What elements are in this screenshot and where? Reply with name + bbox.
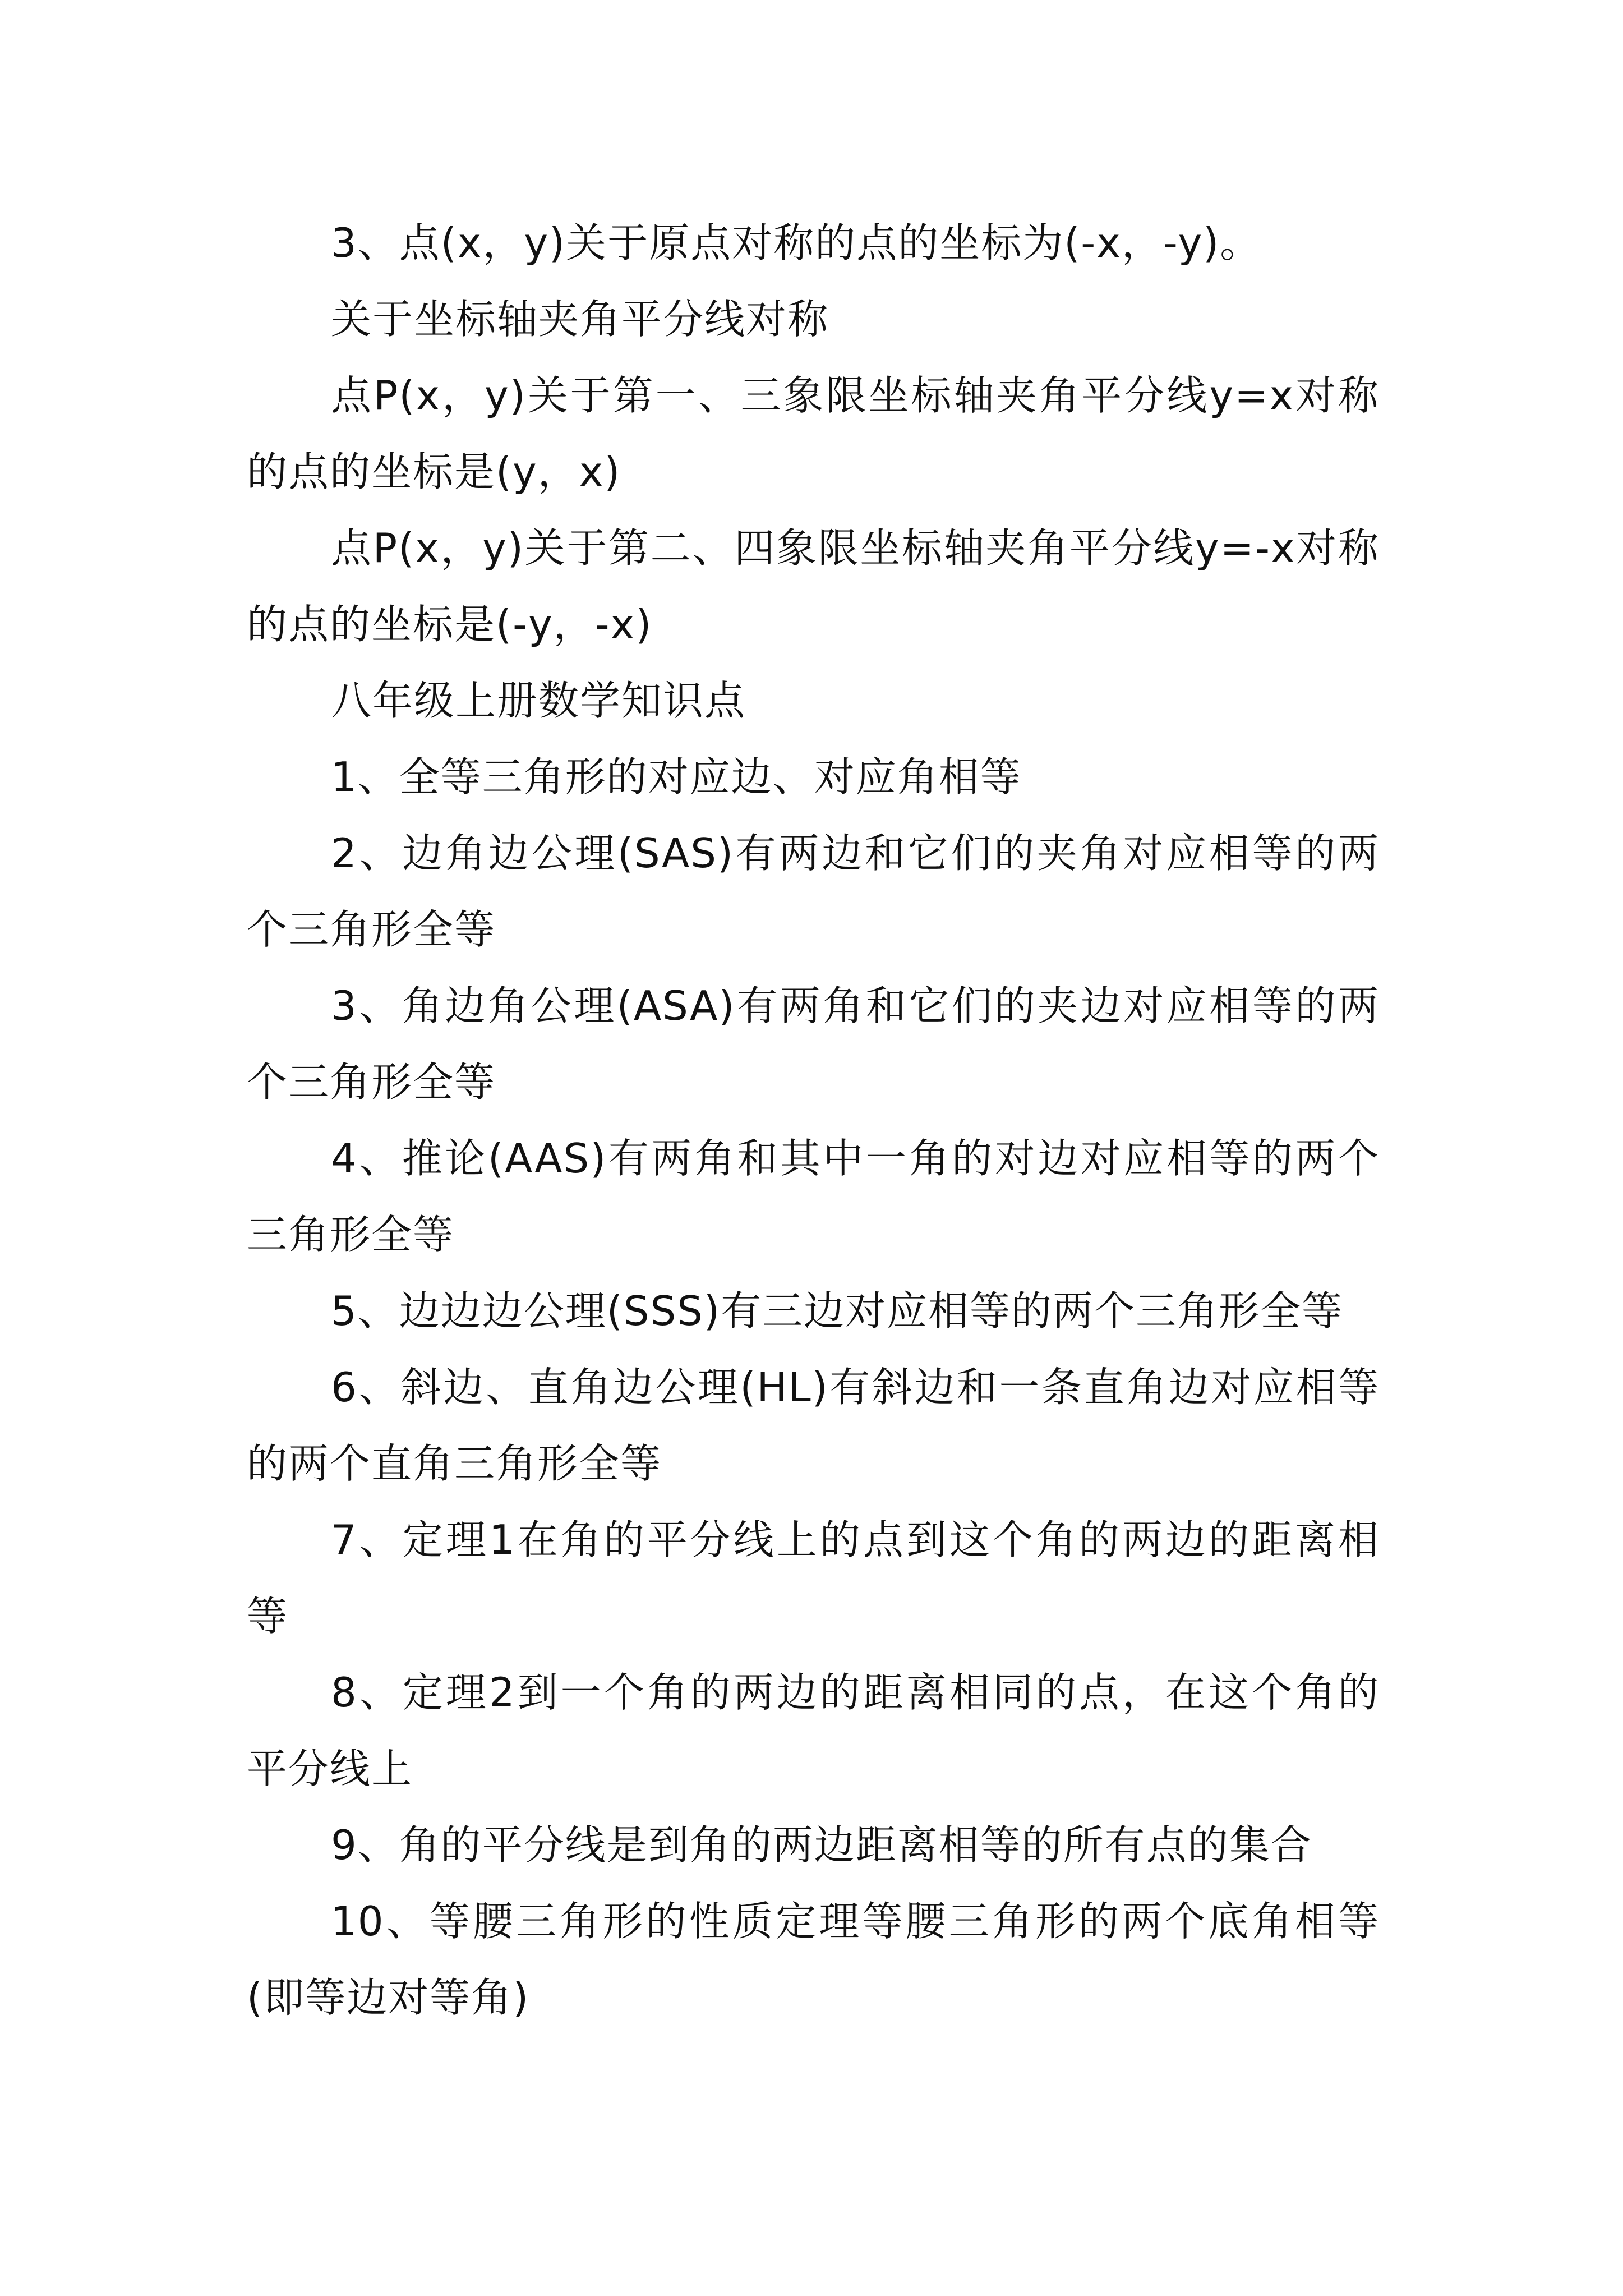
paragraph-item-4: 4、推论(AAS)有两角和其中一角的对边对应相等的两个三角形全等 [247,1135,1380,1258]
document-body [247,205,1380,2036]
paragraph-bisector-heading: 关于坐标轴夹角平分线对称 [331,296,829,343]
paragraph-bisector-y-equals-x: 点P(x，y)关于第一、三象限坐标轴夹角平分线y=x对称的点的坐标是(y，x) [247,372,1380,495]
paragraph-item-7: 7、定理1在角的平分线上的点到这个角的两边的距离相等 [247,1516,1380,1640]
paragraph-item-2: 2、边角边公理(SAS)有两边和它们的夹角对应相等的两个三角形全等 [247,830,1380,953]
paragraph-section-heading: 八年级上册数学知识点 [331,677,746,724]
paragraph-item-8: 8、定理2到一个角的两边的距离相同的点，在这个角的平分线上 [247,1669,1380,1792]
paragraph-item-3: 3、角边角公理(ASA)有两角和它们的夹边对应相等的两个三角形全等 [247,982,1380,1106]
paragraph-item-10: 10、等腰三角形的性质定理等腰三角形的两个底角相等(即等边对等角) [247,1898,1380,2021]
paragraph-item-5: 5、边边边公理(SSS)有三边对应相等的两个三角形全等 [331,1287,1344,1335]
paragraph-item-9: 9、角的平分线是到角的两边距离相等的所有点的集合 [331,1821,1312,1869]
paragraph-item-6: 6、斜边、直角边公理(HL)有斜边和一条直角边对应相等的两个直角三角形全等 [247,1364,1380,1487]
paragraph-bisector-y-equals-neg-x: 点P(x，y)关于第二、四象限坐标轴夹角平分线y=-x对称的点的坐标是(-y，-x) [247,524,1380,648]
paragraph-item-1: 1、全等三角形的对应边、对应角相等 [331,753,1022,800]
paragraph-origin-symmetry: 3、点(x，y)关于原点对称的点的坐标为(-x，-y)。 [331,219,1262,266]
